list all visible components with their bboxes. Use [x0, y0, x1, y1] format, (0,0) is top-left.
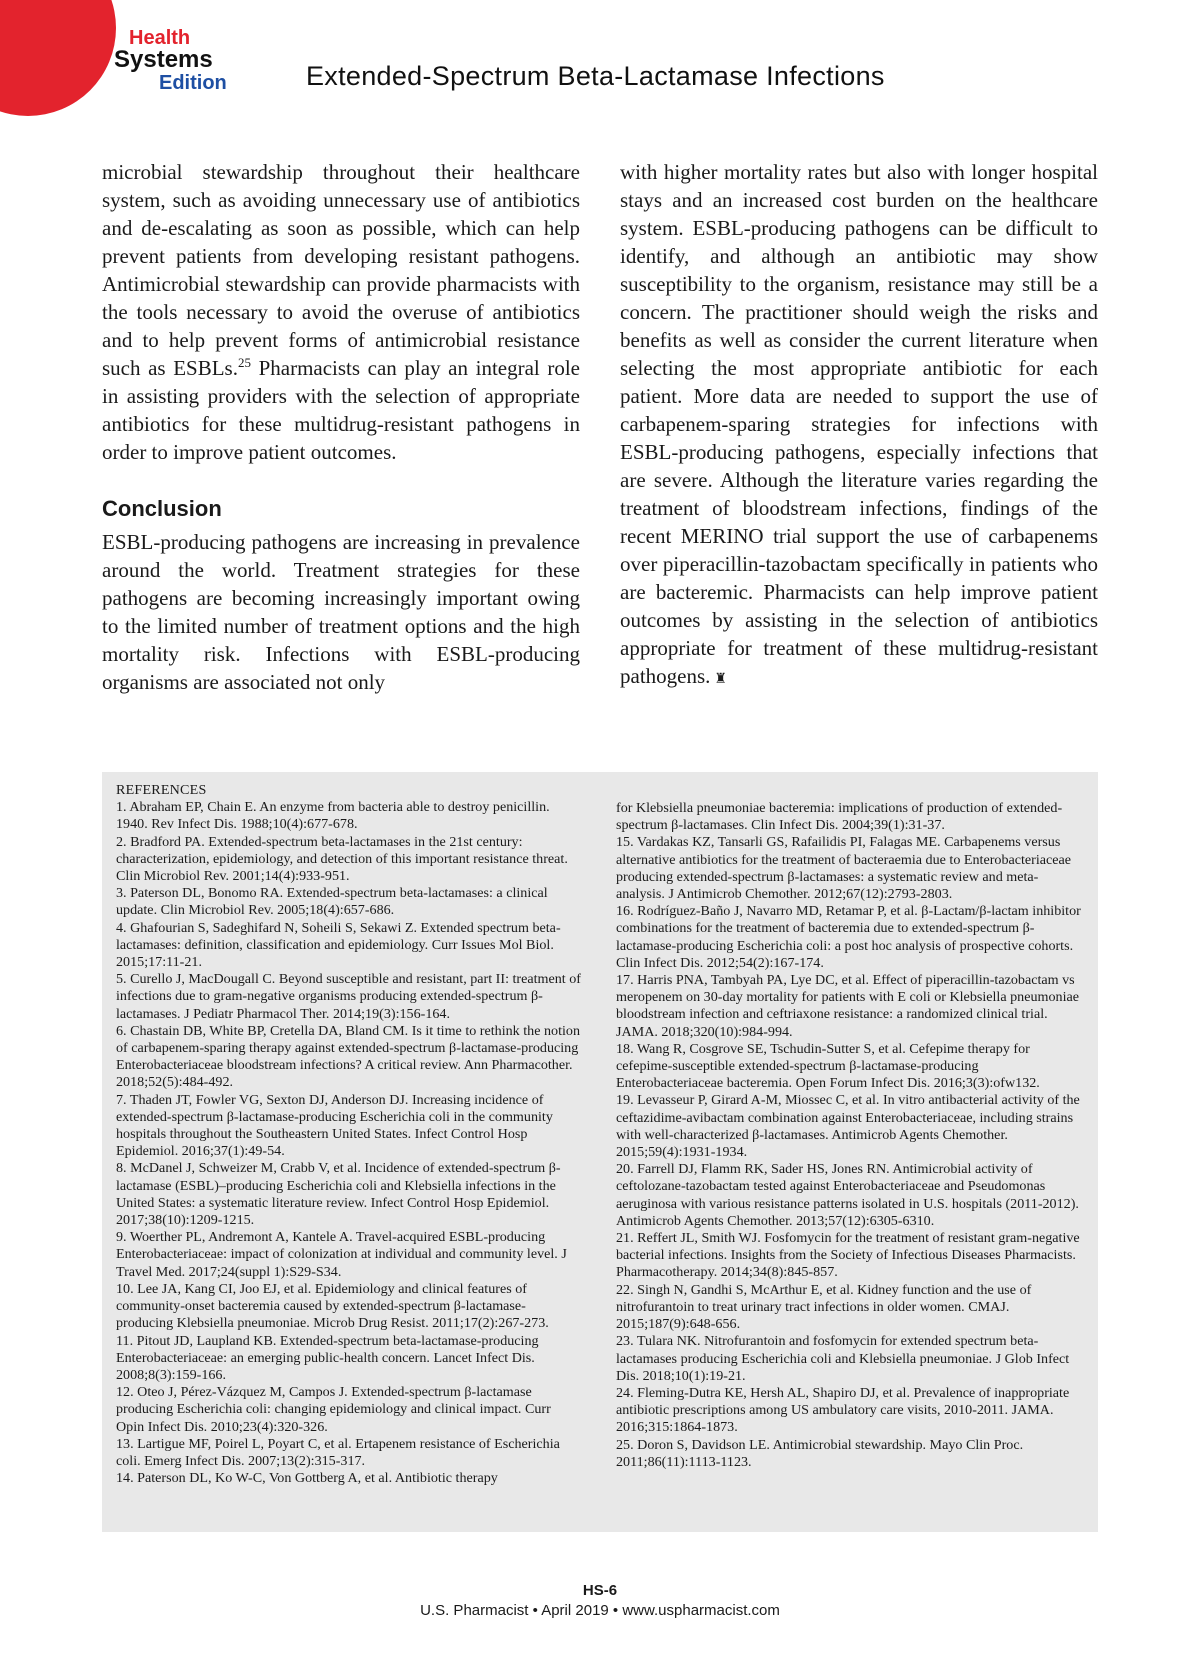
- conclusion-text-right: with higher mortality rates but also with longer hospital stays and an increased cost burden on the healthcare system. ESBL-producing pathogens can be difficult to identify, and although an antibiotic may show susceptibility to the organism, resistance may still be a concern. The practitioner should weigh the risks and benefits as well as consider the current literature when selecting the most appropriate antibiotic for each patient. More data are needed to support the use of carbapenem-sparing strategies for infections with ESBL-producing pathogens, especially infections that are severe. Although the literature varies regarding the treatment of bloodstream infections, findings of the recent MERINO trial support the use of carbapenems over piperacillin-tazobactam specifically in patients who are bacteremic. Pharmacists can help improve patient outcomes by assisting in the selection of antibiotics appropriate for treatment of these multidrug-resistant pathogens.: [620, 160, 1098, 688]
- stewardship-paragraph: [102, 158, 580, 466]
- stewardship-text: microbial stewardship throughout their healthcare system, such as avoiding unnecessary use of antibiotics and de-escalating as soon as possible, which can help prevent patients from developing resistant pathogens. Antimicrobial stewardship can provide pharmacists with the tools necessary to avoid the overuse of antibiotics and to help prevent forms of antimicrobial resistance such as ESBLs.: [102, 160, 580, 380]
- reference-item: 1. Abraham EP, Chain E. An enzyme from bacteria able to destroy penicillin. 1940. Rev Infect Dis. 1988;10(4):677-678.: [116, 799, 550, 833]
- logo-line-edition: Edition: [159, 72, 227, 94]
- reference-item: 15. Vardakas KZ, Tansarli GS, Rafailidis PI, Falagas ME. Carbapenems versus alternative antibiotics for the treatment of bacteraemia due to Enterobacteriaceae producing extended-spectrum β-lactamases: a systematic review and meta-analysis. J Antimicrob Chemother. 2012;67(12):2793-2803.: [616, 834, 1072, 903]
- reference-item: 5. Curello J, MacDougall C. Beyond susceptible and resistant, part II: treatment of infections due to gram-negative organisms producing extended-spectrum β-lactamases. J Pediatr Pharmacol Ther. 2014;19(3):156-164.: [116, 971, 581, 1022]
- references-title: REFERENCES: [116, 782, 207, 798]
- references-column-left: [116, 782, 582, 1487]
- stewardship-text-cont: Pharmacists can play an integral role in assisting providers with the selection of appropriate antibiotics for these multidrug-resistant pathogens in order to improve patient outcomes.: [102, 356, 581, 464]
- reference-item: 24. Fleming-Dutra KE, Hersh AL, Shapiro DJ, et al. Prevalence of inappropriate antibiotic prescriptions among US ambulatory care visits, 2010-2011. JAMA. 2016;315:1864-1873.: [616, 1384, 1070, 1436]
- reference-item: 23. Tulara NK. Nitrofurantoin and fosfomycin for extended spectrum beta-lactamases producing Escherichia coli and Klebsiella pneumoniae. J Glob Infect Dis. 2018;10(1):19-21.: [616, 1333, 1070, 1384]
- reference-item: 19. Levasseur P, Girard A-M, Miossec C, et al. In vitro antibacterial activity of the ceftazidime-avibactam combination against Enterobacteriaceae, including strains with well-characterized β-lactamases. Antimicrob Agents Chemother. 2015;59(4):1931-1934.: [616, 1092, 1080, 1161]
- logo-line-systems: Systems: [114, 46, 213, 73]
- footer-source: U.S. Pharmacist • April 2019 • www.uspharmacist.com: [420, 1602, 780, 1619]
- reference-item: 2. Bradford PA. Extended-spectrum beta-lactamases in the 21st century: characterization, epidemiology, and detection of this important resistance threat. Clin Microbiol Rev. 2001;14(4):933-951.: [116, 833, 568, 885]
- reference-item: for Klebsiella pneumoniae bacteremia: implications of production of extended-spectrum β-lactamases. Clin Infect Dis. 2004;39(1):31-37.: [616, 800, 1063, 834]
- page-number: HS-6: [582, 1582, 618, 1599]
- reference-item: 17. Harris PNA, Tambyah PA, Lye DC, et al. Effect of piperacillin-tazobactam vs meropenem on 30-day mortality for patients with E coli or Klebsiella pneumoniae bloodstream infection and ceftriaxone resistance: a randomized clinical trial. JAMA. 2018;320(10):984-994.: [616, 972, 1080, 1040]
- reference-item: 16. Rodríguez-Baño J, Navarro MD, Retamar P, et al. β-Lactam/β-lactam inhibitor combinations for the treatment of bacteremia due to extended-spectrum β-lactamase-producing Escherichia coli: a post hoc analysis of prospective cohorts. Clin Infect Dis. 2012;54(2):167-174.: [616, 903, 1081, 971]
- reference-item: 8. McDanel J, Schweizer M, Crabb V, et al. Incidence of extended-spectrum β-lactamase (ESBL)–producing Escherichia coli and Klebsiella infections in the United States: a systematic literature review. Infect Control Hosp Epidemiol. 2017;38(10):1209-1215.: [116, 1160, 561, 1229]
- end-of-article-icon: ♜: [714, 672, 727, 687]
- reference-item: 3. Paterson DL, Bonomo RA. Extended-spectrum beta-lactamases: a clinical update. Clin Microbiol Rev. 2005;18(4):657-686.: [116, 885, 548, 919]
- reference-item: 7. Thaden JT, Fowler VG, Sexton DJ, Anderson DJ. Increasing incidence of extended-spectrum β-lactamase-producing Escherichia coli in the community hospitals throughout the Southeastern United States. Infect Control Hosp Epidemiol. 2016;37(1):49-54.: [116, 1091, 553, 1160]
- conclusion-paragraph-right: [620, 158, 1098, 694]
- references-box: [102, 772, 1098, 1532]
- reference-item: 13. Lartigue MF, Poirel L, Poyart C, et al. Ertapenem resistance of Escherichia coli. Emerg Infect Dis. 2007;13(2):315-317.: [116, 1435, 560, 1469]
- reference-item: 10. Lee JA, Kang CI, Joo EJ, et al. Epidemiology and clinical features of community-onset bacteremia caused by extended-spectrum β-lactamase-producing Klebsiella pneumoniae. Microb Drug Resist. 2011;17(2):267-273.: [116, 1280, 549, 1332]
- reference-item: 9. Woerther PL, Andremont A, Kantele A. Travel-acquired ESBL-producing Enterobacteriaceae: impact of colonization at individual and community level. J Travel Med. 2017;24(suppl 1):S29-S34.: [116, 1229, 567, 1280]
- reference-item: 4. Ghafourian S, Sadeghifard N, Soheili S, Sekawi Z. Extended spectrum beta-lactamases: definition, classification and epidemiology. Curr Issues Mol Biol. 2015;17:11-21.: [116, 919, 561, 971]
- logo-red-circle: [0, 0, 116, 116]
- reference-item: 25. Doron S, Davidson LE. Antimicrobial stewardship. Mayo Clin Proc. 2011;86(11):1113-1123.: [616, 1436, 1024, 1470]
- conclusion-paragraph-left: ESBL-producing pathogens are increasing in prevalence around the world. Treatment strategies for these pathogens are becoming increasingly important owing to the limited number of treatment options and the high mortality risk. Infections with ESBL-producing organisms are associated not only: [102, 530, 580, 694]
- body-column-left: [102, 158, 580, 696]
- reference-item: 6. Chastain DB, White BP, Cretella DA, Bland CM. Is it time to rethink the notion of carbapenem-sparing therapy against extended-spectrum β-lactamase-producing Enterobacteriaceae bloodstream infections? A critical review. Ann Pharmacother. 2018;52(5):484-492.: [116, 1022, 581, 1091]
- page-title: Extended-Spectrum Beta-Lactamase Infections: [306, 61, 885, 91]
- conclusion-heading: Conclusion: [102, 496, 222, 521]
- reference-item: 22. Singh N, Gandhi S, McArthur E, et al. Kidney function and the use of nitrofurantoin to treat urinary tract infections in older women. CMAJ. 2015;187(9):648-656.: [616, 1281, 1032, 1333]
- references-column-right: [616, 800, 1082, 1471]
- reference-item: 20. Farrell DJ, Flamm RK, Sader HS, Jones RN. Antimicrobial activity of ceftolozane-tazobactam tested against Enterobacteriaceae and Pseudomonas aeruginosa with various resistance patterns isolated in U.S. hospitals (2011-2012). Antimicrob Agents Chemother. 2013;57(12):6305-6310.: [616, 1161, 1079, 1229]
- reference-item: 21. Reffert JL, Smith WJ. Fosfomycin for the treatment of resistant gram-negative bacterial infections. Insights from the Society of Infectious Diseases Pharmacists. Pharmacotherapy. 2014;34(8):845-857.: [616, 1230, 1080, 1281]
- reference-item: 11. Pitout JD, Laupland KB. Extended-spectrum beta-lactamase-producing Enterobacteriaceae: an emerging public-health concern. Lancet Infect Dis. 2008;8(3):159-166.: [116, 1332, 539, 1383]
- reference-item: 18. Wang R, Cosgrove SE, Tschudin-Sutter S, et al. Cefepime therapy for cefepime-susceptible extended-spectrum β-lactamase-producing Enterobacteriaceae bacteremia. Open Forum Infect Dis. 2016;3(3):ofw132.: [616, 1040, 1040, 1092]
- body-column-right: [620, 158, 1098, 694]
- reference-item: 14. Paterson DL, Ko W-C, Von Gottberg A, et al. Antibiotic therapy: [116, 1470, 498, 1487]
- citation-25: 25: [237, 355, 251, 370]
- logo-line-health: Health: [129, 27, 191, 49]
- reference-item: 12. Oteo J, Pérez-Vázquez M, Campos J. Extended-spectrum β-lactamase producing Escherichia coli: changing epidemiology and clinical impact. Curr Opin Infect Dis. 2010;23(4):320-326.: [116, 1384, 551, 1435]
